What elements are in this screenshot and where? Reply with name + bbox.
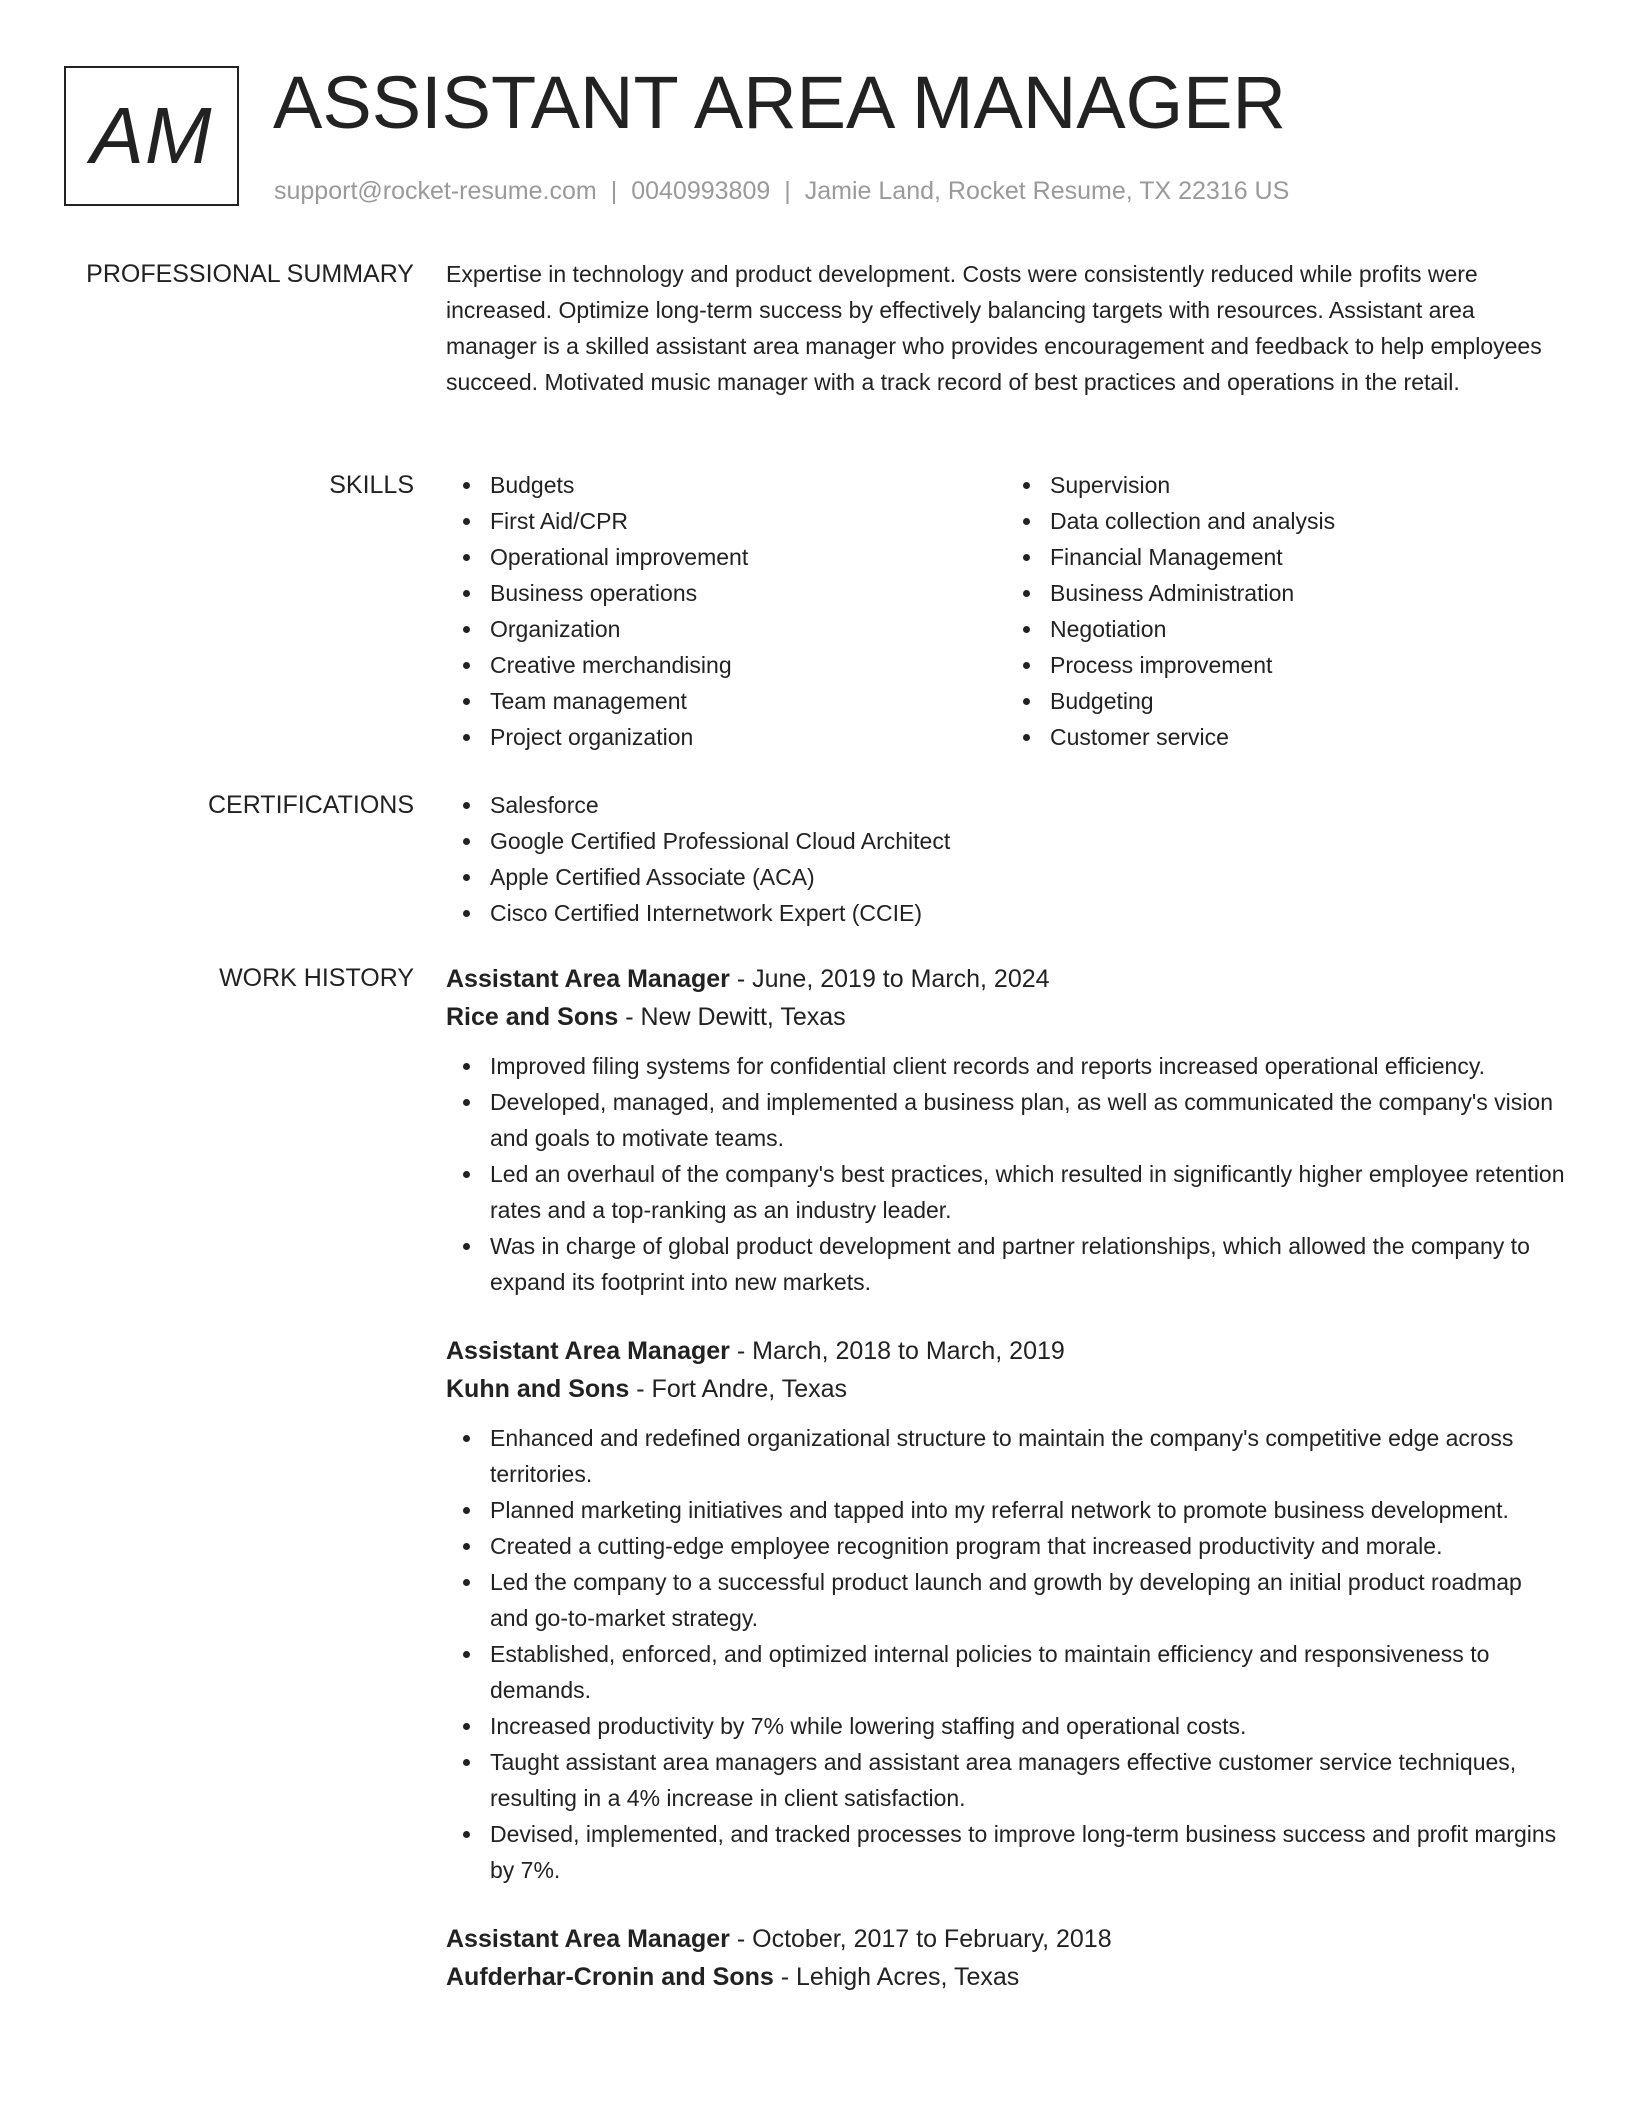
job-bullet: Developed, managed, and implemented a business plan, as well as communicated the company's vision and goals to motivate teams.	[490, 1084, 1566, 1156]
summary-text: Expertise in technology and product development. Costs were consistently reduced while profits were increased. Optimize long-term success by effectively balancing targets with resources. Assistant area manager is a skilled assistant area manager who provides encouragement and feedback to help employees succeed. Motivated music manager with a track record of best practices and operations in the retail.	[446, 261, 1542, 395]
job-title: Assistant Area Manager	[446, 1925, 730, 1953]
contact-separator: |	[610, 177, 618, 205]
job-bullet: Enhanced and redefined organizational structure to maintain the company's competitive edge across territories.	[490, 1420, 1566, 1492]
job-bullet: Led the company to a successful product launch and growth by developing an initial product roadmap and go-to-market strategy.	[490, 1564, 1566, 1636]
skill-item: Negotiation	[1050, 611, 1566, 647]
job-bullet: Increased productivity by 7% while lowering staffing and operational costs.	[490, 1708, 1566, 1744]
job-bullet: Established, enforced, and optimized internal policies to maintain efficiency and responsiveness to demands.	[490, 1636, 1566, 1708]
job-entry	[446, 1332, 1566, 1888]
certifications-list	[446, 787, 1566, 931]
job-entry	[446, 1920, 1566, 1996]
certification-item: Apple Certified Associate (ACA)	[490, 859, 1566, 895]
skill-item: Team management	[490, 683, 1006, 719]
skill-item: Budgets	[490, 467, 1006, 503]
certifications-body	[446, 787, 1566, 931]
skill-item: Business Administration	[1050, 575, 1566, 611]
skills-list-left	[446, 467, 1006, 755]
skill-item: Supervision	[1050, 467, 1566, 503]
section-label-summary: PROFESSIONAL SUMMARY	[86, 260, 414, 288]
contact-email[interactable]: support@rocket-resume.com	[274, 177, 597, 205]
job-company: Kuhn and Sons	[446, 1375, 630, 1403]
contact-address: Jamie Land, Rocket Resume, TX 22316 US	[804, 177, 1290, 205]
job-location: - Lehigh Acres, Texas	[773, 1963, 1020, 1991]
section-label-certifications: CERTIFICATIONS	[207, 791, 414, 819]
monogram-box	[64, 66, 239, 206]
job-title: Assistant Area Manager	[446, 965, 730, 993]
job-bullet: Was in charge of global product development and partner relationships, which allowed the company to expand its footprint into new markets.	[490, 1228, 1566, 1300]
job-bullets	[446, 1048, 1566, 1300]
skill-item: Business operations	[490, 575, 1006, 611]
work-history-body	[446, 960, 1566, 1996]
job-company-line	[446, 1958, 1566, 1996]
job-dates: - June, 2019 to March, 2024	[729, 965, 1050, 993]
certification-item: Google Certified Professional Cloud Architect	[490, 823, 1566, 859]
job-bullet: Taught assistant area managers and assistant area managers effective customer service techniques, resulting in a 4% increase in client satisfaction.	[490, 1744, 1566, 1816]
job-bullet: Led an overhaul of the company's best practices, which resulted in significantly higher employee retention rates and a top-ranking as an industry leader.	[490, 1156, 1566, 1228]
skill-item: Creative merchandising	[490, 647, 1006, 683]
job-title-line	[446, 960, 1566, 998]
job-dates: - October, 2017 to February, 2018	[729, 1925, 1112, 1953]
job-company: Rice and Sons	[446, 1003, 619, 1031]
job-bullet: Created a cutting-edge employee recognition program that increased productivity and morale.	[490, 1528, 1566, 1564]
job-bullets	[446, 1420, 1566, 1888]
monogram-initials: AM	[90, 91, 213, 180]
job-bullet: Devised, implemented, and tracked processes to improve long-term business success and profit margins by 7%.	[490, 1816, 1566, 1888]
job-company: Aufderhar-Cronin and Sons	[446, 1963, 774, 1991]
job-title: Assistant Area Manager	[446, 1337, 730, 1365]
job-bullet: Improved filing systems for confidential client records and reports increased operational efficiency.	[490, 1048, 1566, 1084]
skill-item: Financial Management	[1050, 539, 1566, 575]
certification-item: Salesforce	[490, 787, 1566, 823]
summary-body	[446, 256, 1566, 400]
skill-item: Organization	[490, 611, 1006, 647]
skill-item: Customer service	[1050, 719, 1566, 755]
job-dates: - March, 2018 to March, 2019	[729, 1337, 1065, 1365]
resume-title: ASSISTANT AREA MANAGER	[273, 61, 1286, 144]
certification-item: Cisco Certified Internetwork Expert (CCIE)	[490, 895, 1566, 931]
job-company-line	[446, 998, 1566, 1036]
section-label-work-history: WORK HISTORY	[219, 964, 414, 992]
job-title-line	[446, 1332, 1566, 1370]
skill-item: Data collection and analysis	[1050, 503, 1566, 539]
section-label-skills: SKILLS	[329, 471, 414, 499]
skill-item: Process improvement	[1050, 647, 1566, 683]
skill-item: Project organization	[490, 719, 1006, 755]
skill-item: First Aid/CPR	[490, 503, 1006, 539]
contact-line	[274, 176, 1289, 206]
contact-separator: |	[784, 177, 791, 205]
skills-list-right	[1006, 467, 1566, 755]
contact-phone[interactable]: 0040993809	[631, 177, 771, 205]
skill-item: Budgeting	[1050, 683, 1566, 719]
job-entry	[446, 960, 1566, 1300]
job-bullet: Planned marketing initiatives and tapped into my referral network to promote business development.	[490, 1492, 1566, 1528]
job-title-line	[446, 1920, 1566, 1958]
job-company-line	[446, 1370, 1566, 1408]
job-location: - New Dewitt, Texas	[618, 1003, 846, 1031]
skill-item: Operational improvement	[490, 539, 1006, 575]
skills-columns	[446, 467, 1566, 755]
job-location: - Fort Andre, Texas	[629, 1375, 848, 1403]
